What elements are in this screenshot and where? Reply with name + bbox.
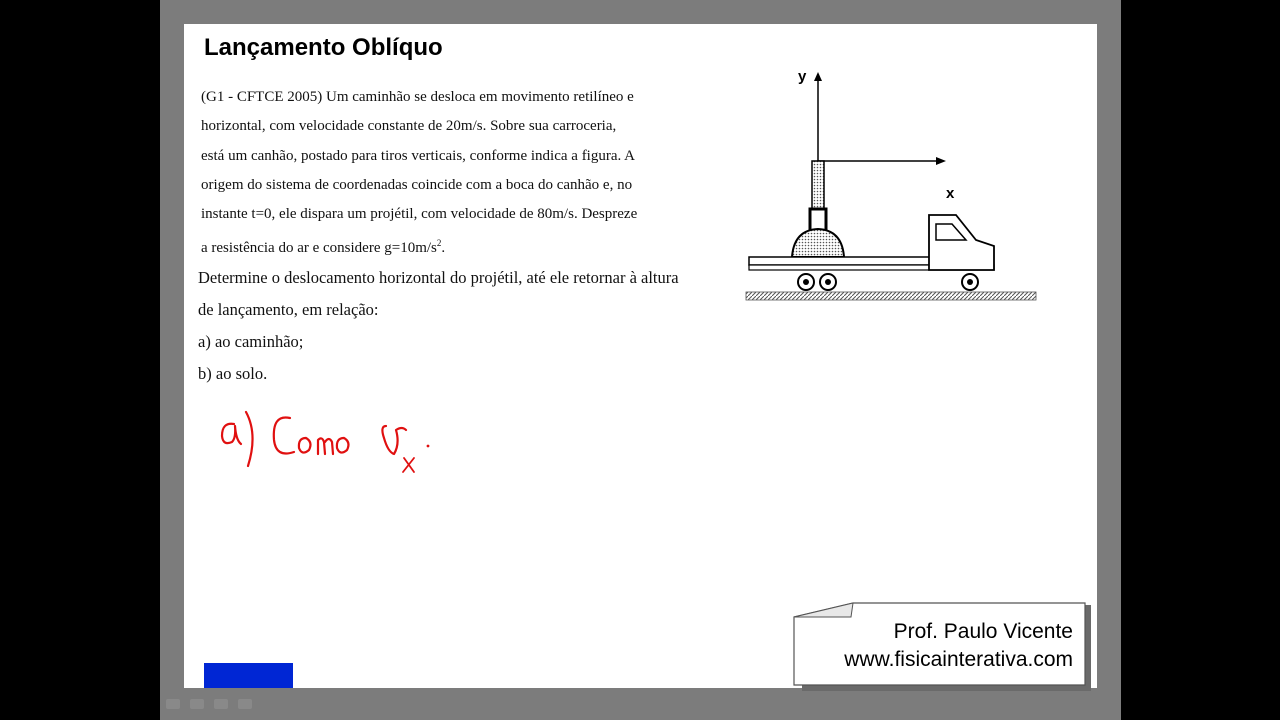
x-axis-label: x: [946, 185, 955, 202]
problem-statement: [201, 83, 721, 264]
problem-line: horizontal, com velocidade constante de 20m/s. Sobre sua carroceria,: [201, 118, 617, 135]
question: [198, 262, 679, 390]
problem-line-last: [201, 229, 721, 263]
ground: [746, 292, 1036, 300]
slide: [184, 24, 1097, 688]
x-axis-arrow: [936, 157, 946, 165]
blue-box: [204, 663, 293, 688]
handwritten-dot: [427, 445, 430, 448]
handwritten-note: [214, 404, 454, 484]
credit-card: [793, 602, 1087, 688]
slide-title: Lançamento Oblíquo: [204, 34, 443, 61]
question-item-b: b) ao solo.: [198, 364, 268, 383]
truck-cannon-diagram: [744, 64, 1044, 304]
author-name: Prof. Paulo Vicente: [893, 620, 1073, 643]
question-line: de lançamento, em relação:: [198, 300, 379, 319]
period: .: [441, 240, 446, 257]
problem-line: está um canhão, postado para tiros verticais, conforme indica a figura. A: [201, 147, 636, 164]
pen-icon[interactable]: [190, 699, 204, 709]
question-line: Determine o deslocamento horizontal do projétil, até ele retornar à altura: [198, 268, 679, 287]
next-arrow-icon[interactable]: [238, 699, 252, 709]
website-url: www.fisicainterativa.com: [844, 648, 1073, 671]
problem-line-last-text: a resistência do ar e considere g=10m/s: [201, 240, 437, 257]
problem-line: (G1 - CFTCE 2005) Um caminhão se desloca em movimento retilíneo e: [201, 89, 634, 105]
truck-wheels: [798, 274, 978, 290]
credit-card-shape: [793, 602, 1091, 692]
problem-line: origem do sistema de coordenadas coincide com a boca do canhão e, no: [201, 176, 633, 193]
cannon-barrel: [812, 161, 824, 209]
cannon-neck: [810, 209, 826, 231]
cannon-base: [792, 229, 844, 257]
y-axis-label: y: [798, 68, 807, 85]
slideshow-toolbar: [166, 693, 252, 715]
question-item-a: a) ao caminhão;: [198, 332, 304, 351]
problem-line: instante t=0, ele dispara um projétil, com velocidade de 80m/s. Despreze: [201, 206, 638, 223]
menu-icon[interactable]: [214, 699, 228, 709]
prev-arrow-icon[interactable]: [166, 699, 180, 709]
exponent: 2: [436, 238, 442, 249]
truck-bed: [749, 257, 934, 265]
y-axis-arrow: [814, 72, 822, 81]
